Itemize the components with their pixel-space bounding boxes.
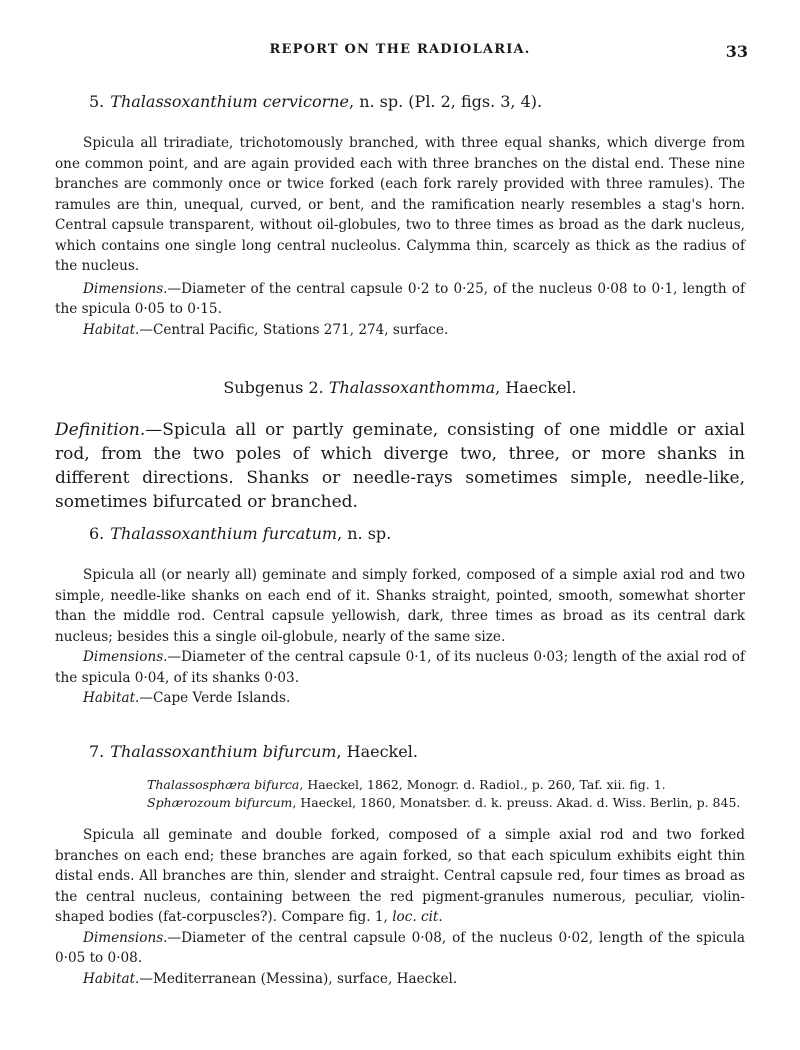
species-7-body: [55, 825, 745, 989]
dimensions-text: —Diameter of the central capsule 0·08, of the nucleus 0·02, length of the spicula 0·05 to 0·08.: [55, 929, 745, 966]
species-7-description: [55, 825, 745, 928]
species-5-description: Spicula all triradiate, trichotomously branched, with three equal shanks, which diverge from one common point, and are again provided each with three branches on the distal end. These nine branches are commonly once or twice forked (each fork rarely provided with three ramules). The ramules are thin, unequal, curved, or bent, and the ramification nearly resembles a stag's horn. Central capsule transparent, without oil-globules, two to three times as broad as the dark nucleus, which contains one single long central nucleolus. Calymma thin, scarcely as thick as the radius of the nucleus.: [55, 135, 745, 274]
subgenus-definition-block: [55, 418, 745, 514]
habitat-label: Habitat.: [83, 970, 140, 987]
species-7-name: Thalassoxanthium bifurcum: [110, 742, 337, 761]
species-5-heading: [55, 92, 745, 112]
species-5-habitat: [55, 320, 745, 341]
synonym-taxon: Sphærozoum bifurcum: [147, 795, 293, 810]
dimensions-label: Dimensions.: [83, 929, 168, 946]
species-7-number: 7.: [89, 742, 105, 761]
species-7-heading: [55, 742, 745, 762]
species-6-heading: [55, 524, 745, 544]
subgenus-definition: [55, 418, 745, 514]
dimensions-label: Dimensions.: [83, 649, 168, 665]
dimensions-text: —Diameter of the central capsule 0·1, of its nucleus 0·03; length of the axial rod of the spicula 0·04, of its shanks 0·03.: [55, 649, 745, 686]
habitat-label: Habitat.: [83, 690, 140, 706]
species-6-body: [55, 565, 745, 709]
habitat-text: —Mediterranean (Messina), surface, Haeckel.: [139, 970, 458, 987]
habitat-text: —Cape Verde Islands.: [139, 690, 291, 706]
dimensions-label: Dimensions.: [83, 280, 168, 297]
subgenus-name: Thalassoxanthomma: [328, 378, 496, 397]
species-5-number: 5.: [89, 92, 105, 111]
synonym-entry: [55, 776, 745, 794]
species-5-body: [55, 133, 745, 340]
habitat-label: Habitat.: [83, 321, 140, 338]
species-7-dimensions: [55, 928, 745, 969]
species-6-dimensions: [55, 647, 745, 688]
running-title: REPORT ON THE RADIOLARIA.: [269, 42, 531, 57]
species-6-description: Spicula all (or nearly all) geminate and simply forked, composed of a simple axial rod and two simple, needle-like shanks on each end of it. Shanks straight, pointed, smooth, somewhat shorter than the middle rod. Central capsule yellowish, dark, three times as broad as its central dark nucleus; besides this a single oil-globule, nearly of the same size.: [55, 567, 745, 645]
synonym-taxon: Thalassosphæra bifurca: [147, 777, 300, 792]
species-5-suffix: , n. sp. (Pl. 2, figs. 3, 4).: [349, 92, 543, 111]
definition-text: —Spicula all or partly geminate, consisting of one middle or axial rod, from the two poles of which diverge two, three, or more shanks in different directions. Shanks or needle-rays sometimes simple, needle-like, sometimes bifurcated or branched.: [55, 420, 745, 512]
loc-cit: loc. cit.: [392, 909, 443, 925]
subgenus-author: , Haeckel.: [495, 378, 577, 397]
subgenus-prefix: Subgenus 2.: [223, 378, 324, 397]
species-5-dimensions: [55, 279, 745, 320]
subgenus-heading: [0, 378, 800, 397]
species-5-name: Thalassoxanthium cervicorne: [110, 92, 350, 111]
habitat-text: —Central Pacific, Stations 271, 274, surface.: [139, 321, 449, 338]
synonym-reference: , Haeckel, 1862, Monogr. d. Radiol., p. 260, Taf. xii. fig. 1.: [299, 777, 666, 792]
species-6-name: Thalassoxanthium furcatum: [110, 524, 338, 543]
synonym-entry: [55, 794, 745, 812]
description-text: Spicula all geminate and double forked, composed of a simple axial rod and two forked branches on each end; these branches are again forked, so that each spiculum exhibits eight thin distal ends. All branches are thin, slender and straight. Central capsule red, four times as broad as the central nucleus, containing between the red pigment-granules numerous, peculiar, violin-shaped bodies (fat-corpuscles?). Compare fig. 1,: [55, 827, 745, 925]
species-6-habitat: [55, 688, 745, 709]
species-6-suffix: , n. sp.: [337, 524, 392, 543]
species-7-habitat: [55, 969, 745, 990]
synonym-reference: , Haeckel, 1860, Monatsber. d. k. preuss. Akad. d. Wiss. Berlin, p. 845.: [292, 795, 741, 810]
page-number: 33: [725, 42, 748, 61]
species-7-synonymy: [55, 776, 745, 812]
species-6-number: 6.: [89, 524, 105, 543]
dimensions-text: —Diameter of the central capsule 0·2 to 0·25, of the nucleus 0·08 to 0·1, length of the spicula 0·05 to 0·15.: [55, 280, 745, 317]
species-7-suffix: , Haeckel.: [336, 742, 418, 761]
definition-label: Definition.: [55, 420, 146, 440]
